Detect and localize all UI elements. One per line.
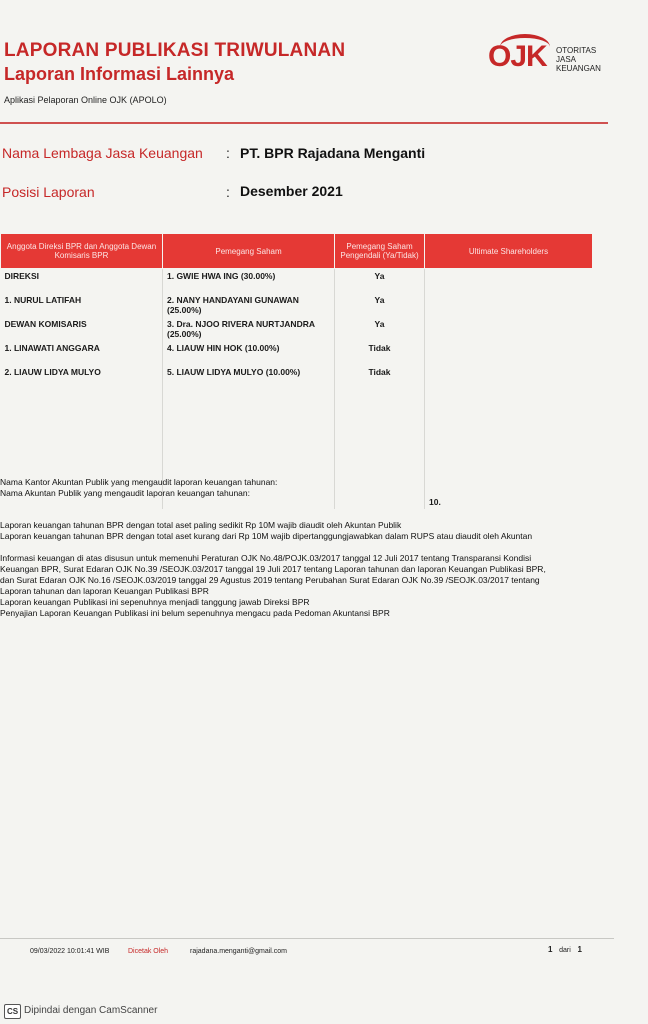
printed-by-label: Dicetak Oleh xyxy=(128,948,169,955)
member-cell: DEWAN KOMISARIS xyxy=(1,317,163,341)
shareholder-cell: 4. LIAUW HIN HOK (10.00%) xyxy=(163,341,335,365)
col-header-shareholders: Pemegang Saham xyxy=(163,234,335,269)
note-regulation: Keuangan BPR, Surat Edaran OJK No.39 /SEOJK.03/2017 tanggal 19 Juli 2017 tentang Laporan tahunan dan laporan Keuangan Publikasi BPR, xyxy=(0,564,546,574)
note-accounting: Penyajian Laporan Keuangan Publikasi ini belum sepenuhnya mengacu pada Pedoman Akuntansi BPR xyxy=(0,608,390,618)
empty-cell xyxy=(335,485,425,509)
empty-cell xyxy=(163,413,335,437)
table-row xyxy=(1,293,593,317)
shareholder-cell: 2. NANY HANDAYANI GUNAWAN (25.00%) xyxy=(163,293,335,317)
table-row xyxy=(1,365,593,389)
colon: : xyxy=(226,184,230,200)
empty-cell xyxy=(163,389,335,413)
colon: : xyxy=(226,145,230,161)
member-cell: DIREKSI xyxy=(1,269,163,294)
header-divider xyxy=(0,122,608,124)
period-value: Desember 2021 xyxy=(240,183,343,199)
note-ap: Nama Akuntan Publik yang mengaudit laporan keuangan tahunan: xyxy=(0,488,250,498)
table-row xyxy=(1,389,593,413)
logo-text-line: OTORITAS xyxy=(556,46,597,55)
empty-cell xyxy=(163,437,335,461)
report-subtitle: Laporan Informasi Lainnya xyxy=(4,64,235,84)
page-of: dari xyxy=(559,947,571,954)
empty-cell xyxy=(1,389,163,413)
logo-text-line: JASA xyxy=(556,55,577,64)
page-total: 1 xyxy=(577,945,582,954)
ultimate-last-cell: 10. xyxy=(429,497,441,507)
page-current: 1 xyxy=(548,945,553,954)
empty-cell xyxy=(335,437,425,461)
member-cell: 1. LINAWATI ANGGARA xyxy=(1,341,163,365)
note-regulation: Laporan tahunan dan laporan Keuangan Publikasi BPR xyxy=(0,586,209,596)
ultimate-cell xyxy=(425,317,593,341)
page-indicator xyxy=(548,945,582,954)
col-header-ultimate: Ultimate Shareholders xyxy=(425,234,593,269)
note-regulation: dan Surat Edaran OJK No.16 /SEOJK.03/2019 tanggal 29 Agustus 2019 tentang Perubahan Surat Edaran OJK No.39 /SEOJK.03/2017 tentang xyxy=(0,575,540,585)
col-header-controlling: Pemegang Saham Pengendali (Ya/Tidak) xyxy=(335,234,425,269)
note-responsibility: Laporan keuangan Publikasi ini sepenuhnya menjadi tanggung jawab Direksi BPR xyxy=(0,597,310,607)
empty-cell xyxy=(335,461,425,485)
controlling-cell: Ya xyxy=(335,317,425,341)
empty-cell xyxy=(1,413,163,437)
note-audit-less: Laporan keuangan tahunan BPR dengan total aset kurang dari Rp 10M wajib dipertanggungjawabkan dalam RUPS atau diaudit oleh Akuntan xyxy=(0,531,533,541)
controlling-cell: Ya xyxy=(335,293,425,317)
ojk-logo xyxy=(488,34,618,84)
member-cell: 2. LIAUW LIDYA MULYO xyxy=(1,365,163,389)
controlling-cell: Tidak xyxy=(335,365,425,389)
camscanner-icon: CS xyxy=(4,1004,21,1019)
empty-cell xyxy=(425,437,593,461)
ultimate-cell xyxy=(425,293,593,317)
empty-cell xyxy=(335,413,425,437)
empty-cell xyxy=(425,413,593,437)
logo-text-line: KEUANGAN xyxy=(556,64,601,73)
table-row xyxy=(1,413,593,437)
print-timestamp: 09/03/2022 10:01:41 WIB xyxy=(30,948,110,955)
note-regulation: Informasi keuangan di atas disusun untuk memenuhi Peraturan OJK No.48/POJK.03/2017 tanggal 12 Juli 2017 tentang Transparansi Kondisi xyxy=(0,553,532,563)
empty-cell xyxy=(335,389,425,413)
note-audit-min: Laporan keuangan tahunan BPR dengan total aset paling sedikit Rp 10M wajib diaudit oleh Akuntan Publik xyxy=(0,520,402,530)
report-title: LAPORAN PUBLIKASI TRIWULANAN xyxy=(4,40,346,61)
printed-by-email: rajadana.menganti@gmail.com xyxy=(190,948,287,955)
shareholder-cell: 3. Dra. NJOO RIVERA NURTJANDRA (25.00%) xyxy=(163,317,335,341)
controlling-cell: Tidak xyxy=(335,341,425,365)
table-row xyxy=(1,269,593,294)
ultimate-cell xyxy=(425,365,593,389)
institution-value: PT. BPR Rajadana Menganti xyxy=(240,145,426,161)
period-label: Posisi Laporan xyxy=(2,184,95,200)
table-row xyxy=(1,437,593,461)
ultimate-cell xyxy=(425,341,593,365)
footer-divider xyxy=(0,938,614,939)
table-row xyxy=(1,341,593,365)
col-header-members: Anggota Direksi BPR dan Anggota Dewan Komisaris BPR xyxy=(1,234,163,269)
controlling-cell: Ya xyxy=(335,269,425,294)
empty-cell xyxy=(1,437,163,461)
member-cell: 1. NURUL LATIFAH xyxy=(1,293,163,317)
institution-label: Nama Lembaga Jasa Keuangan xyxy=(2,145,203,161)
table-header-row xyxy=(1,234,593,269)
note-kap: Nama Kantor Akuntan Publik yang mengaudit laporan keuangan tahunan: xyxy=(0,477,278,487)
ultimate-cell xyxy=(425,269,593,294)
table-row xyxy=(1,317,593,341)
logo-text xyxy=(556,46,601,73)
shareholder-cell: 1. GWIE HWA ING (30.00%) xyxy=(163,269,335,294)
shareholder-cell: 5. LIAUW LIDYA MULYO (10.00%) xyxy=(163,365,335,389)
shareholder-table xyxy=(0,233,593,509)
logo-mark: OJK xyxy=(488,40,547,73)
camscanner-watermark: Dipindai dengan CamScanner xyxy=(24,1005,158,1016)
app-name: Aplikasi Pelaporan Online OJK (APOLO) xyxy=(4,95,167,105)
empty-cell xyxy=(425,461,593,485)
empty-cell xyxy=(425,389,593,413)
